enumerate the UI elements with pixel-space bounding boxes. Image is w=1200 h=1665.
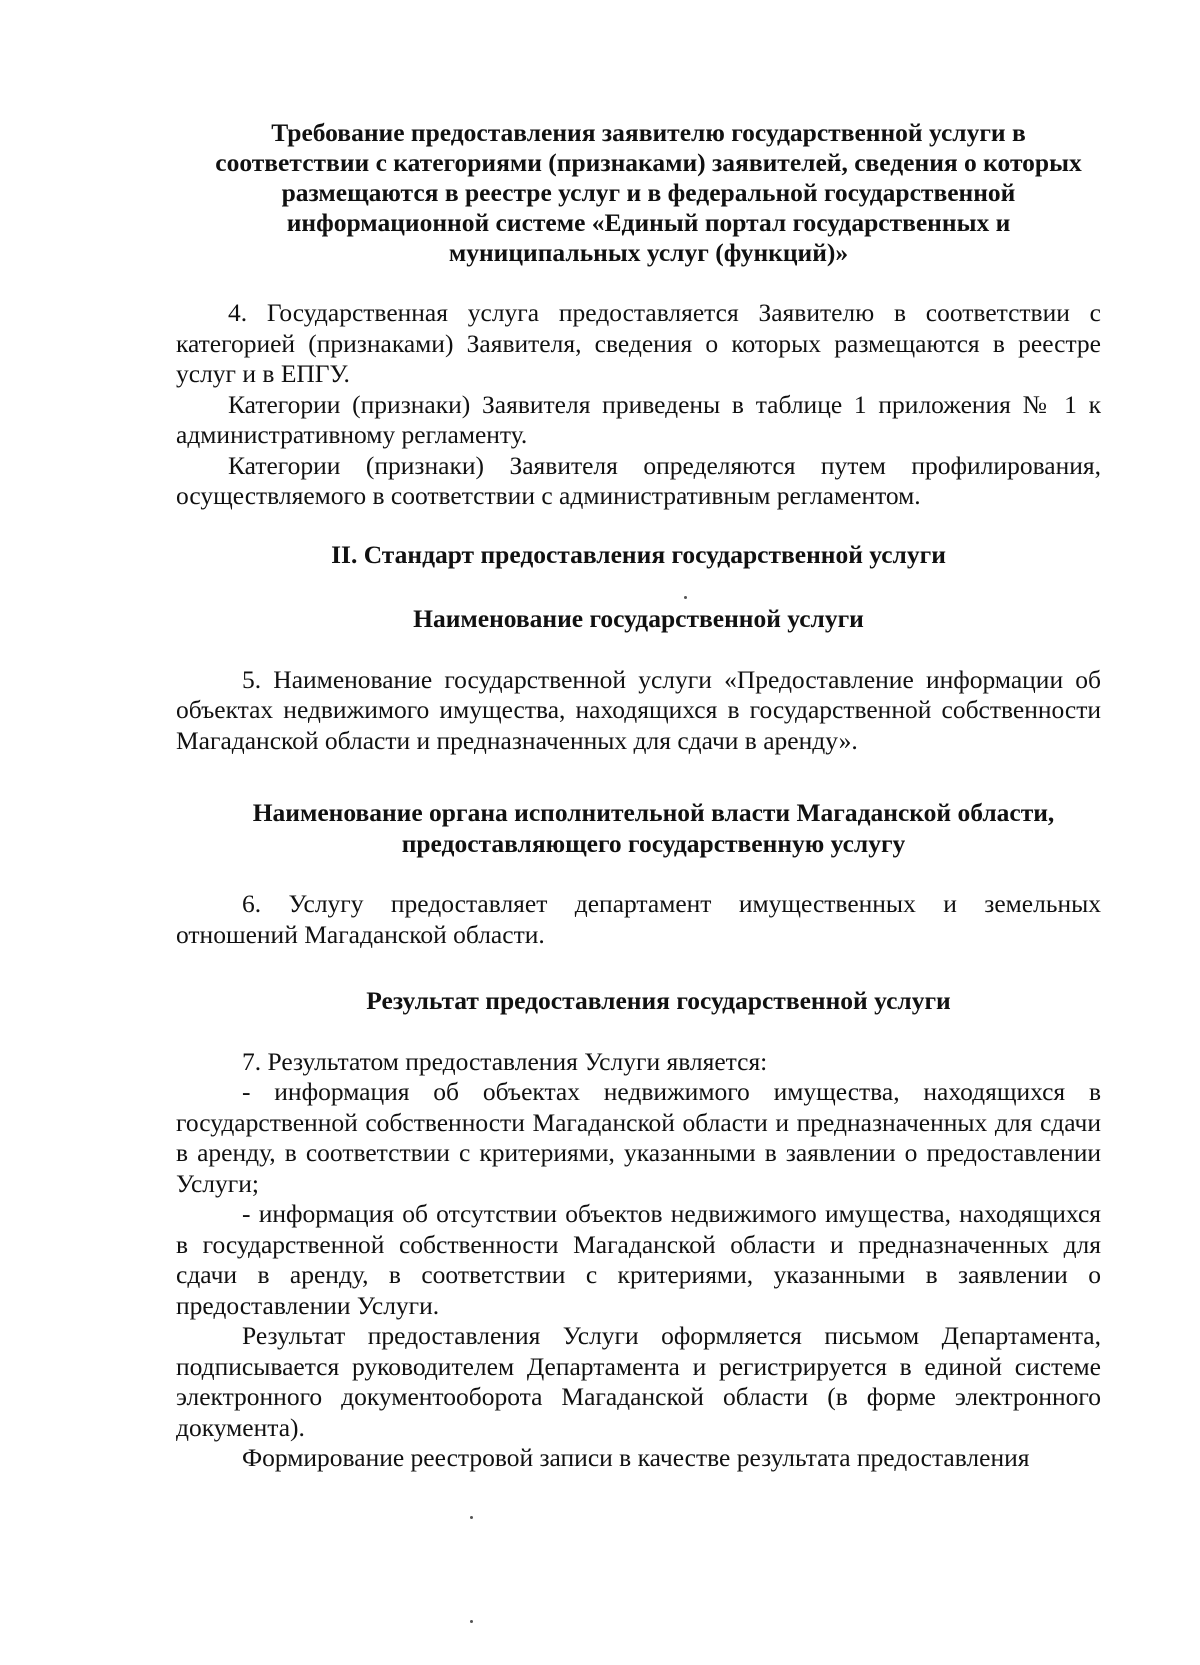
paragraph-7-info-objects: - информация об объектах недвижимого имущества, находящихся в государственной собственности Магаданской области и предназначенных для сдачи в аренду, в соответствии с критериями, указанными в заявлении о предоставлении Услуги; <box>176 1077 1101 1198</box>
paragraph-7: 7. Результатом предоставления Услуги является: <box>242 1046 768 1076</box>
heading-service-result: Результат предоставления государственной услуги <box>366 986 951 1015</box>
paragraph-6: 6. Услугу предоставляет департамент имущественных и земельных отношений Магаданской области. <box>176 889 1101 949</box>
heading-service-name: Наименование государственной услуги <box>413 604 864 633</box>
paragraph-7-registry-record: Формирование реестровой записи в качестве результата предоставления <box>242 1443 1030 1472</box>
paragraph-7-info-absence: - информация об отсутствии объектов недвижимого имущества, находящихся в государственной собственности Магаданской области и предназначенных для сдачи в аренду, в соответствии с критериями, указанными в заявлении о предоставлении Услуги. <box>176 1199 1101 1320</box>
paragraph-4-profiling: Категории (признаки) Заявителя определяются путем профилирования, осуществляемого в соответствии с административным регламентом. <box>176 450 1101 510</box>
heading-requirement: Требование предоставления заявителю государственной услуги в соответствии с категориями (признаками) заявителей, сведения о которых размещаются в реестре услуг и в федеральной государственной информационной системе «Единый портал государственных и муниципальных услуг (функций)» <box>215 118 1082 267</box>
paragraph-4: 4. Государственная услуга предоставляется Заявителю в соответствии с категорией (признаками) Заявителя, сведения о которых размещаются в реестре услуг и в ЕПГУ. <box>176 298 1101 388</box>
paragraph-5: 5. Наименование государственной услуги «Предоставление информации об объектах недвижимого имущества, находящихся в государственной собственности Магаданской области и предназначенных для сдачи в аренду». <box>176 664 1101 755</box>
scan-speck <box>470 1516 473 1519</box>
section-ii-title: II. Стандарт предоставления государственной услуги <box>331 539 946 569</box>
paragraph-7-result-letter: Результат предоставления Услуги оформляется письмом Департамента, подписывается руководителем Департамента и регистрируется в единой системе электронного документооборота Магаданской области (в форме электронного документа). <box>176 1321 1101 1442</box>
scan-speck <box>684 596 687 599</box>
paragraph-4-categories: Категории (признаки) Заявителя приведены в таблице 1 приложения № 1 к административному регламенту. <box>176 389 1101 449</box>
scan-speck <box>470 1620 473 1623</box>
document-body <box>176 118 1101 1474</box>
heading-executive-body: Наименование органа исполнительной власти Магаданской области, предоставляющего государственную услугу <box>252 798 1055 858</box>
